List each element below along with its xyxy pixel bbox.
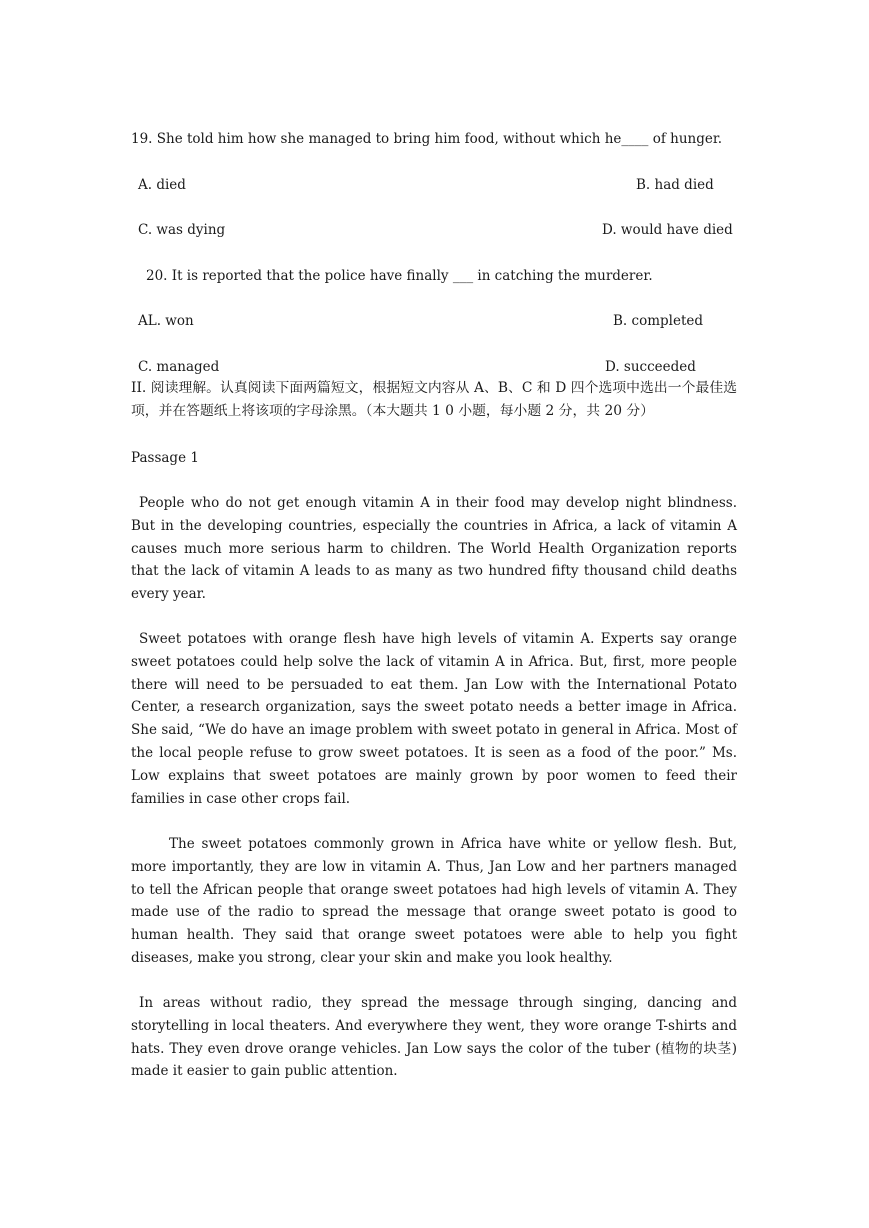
question-19-stem: 19. She told him how she managed to bring him food, without which he____ of hunger. (131, 131, 723, 147)
passage-paragraph-2: Sweet potatoes with orange flesh have high levels of vitamin A. Experts say orange sweet potatoes could help solve the lack of vitamin A in Africa. But, first, more people there will need to be persuaded to eat them. Jan Low with the International Potato Center, a research organization, says the sweet potato needs a better image in Africa. She said, “We do have an image problem with sweet potato in general in Africa. Most of the local people refuse to grow sweet potatoes. It is seen as a food of the poor.” Ms. Low explains that sweet potatoes are mainly grown by poor women to feed their families in case other crops fail. (131, 631, 737, 807)
question-20-option-d: D. succeeded (605, 359, 696, 375)
passage-paragraph-4: In areas without radio, they spread the message through singing, dancing and storytelling in local theaters. And everywhere they went, they wore orange T-shirts and hats. They even drove orange vehicles. Jan Low says the color of the tuber (植物的块茎) made it easier to gain public attention. (131, 995, 737, 1080)
question-20-option-b: B. completed (613, 313, 703, 329)
question-20-option-c: C. managed (138, 359, 220, 375)
document-page (131, 0, 737, 1228)
question-19-option-a: A. died (138, 177, 186, 193)
question-19-option-d: D. would have died (602, 222, 733, 238)
passage-paragraph-1: People who do not get enough vitamin A in their food may develop night blindness. But in the developing countries, especially the countries in Africa, a lack of vitamin A causes much more serious harm to children. The World Health Organization reports that the lack of vitamin A leads to as many as two hundred fifty thousand child deaths every year. (131, 495, 737, 603)
question-20-stem: 20. It is reported that the police have finally ___ in catching the murderer. (146, 268, 653, 284)
question-19-option-c: C. was dying (138, 222, 226, 238)
section-heading: II. 阅读理解。认真阅读下面两篇短文，根据短文内容从 A、B、C 和 D 四个选项中选出一个最佳选项，并在答题纸上将该项的字母涂黑。（本大题共 1 0 小题，每小题 2 分，共 20 分） (131, 380, 737, 419)
question-20-option-a: AL. won (138, 313, 194, 329)
passage-title: Passage 1 (131, 450, 199, 466)
question-19-option-b: B. had died (636, 177, 714, 193)
passage-paragraph-3: The sweet potatoes commonly grown in Africa have white or yellow flesh. But, more importantly, they are low in vitamin A. Thus, Jan Low and her partners managed to tell the African people that orange sweet potatoes had high levels of vitamin A. They made use of the radio to spread the message that orange sweet potato is good to human health. They said that orange sweet potatoes were able to help you fight diseases, make you strong, clear your skin and make you look healthy. (131, 836, 737, 966)
